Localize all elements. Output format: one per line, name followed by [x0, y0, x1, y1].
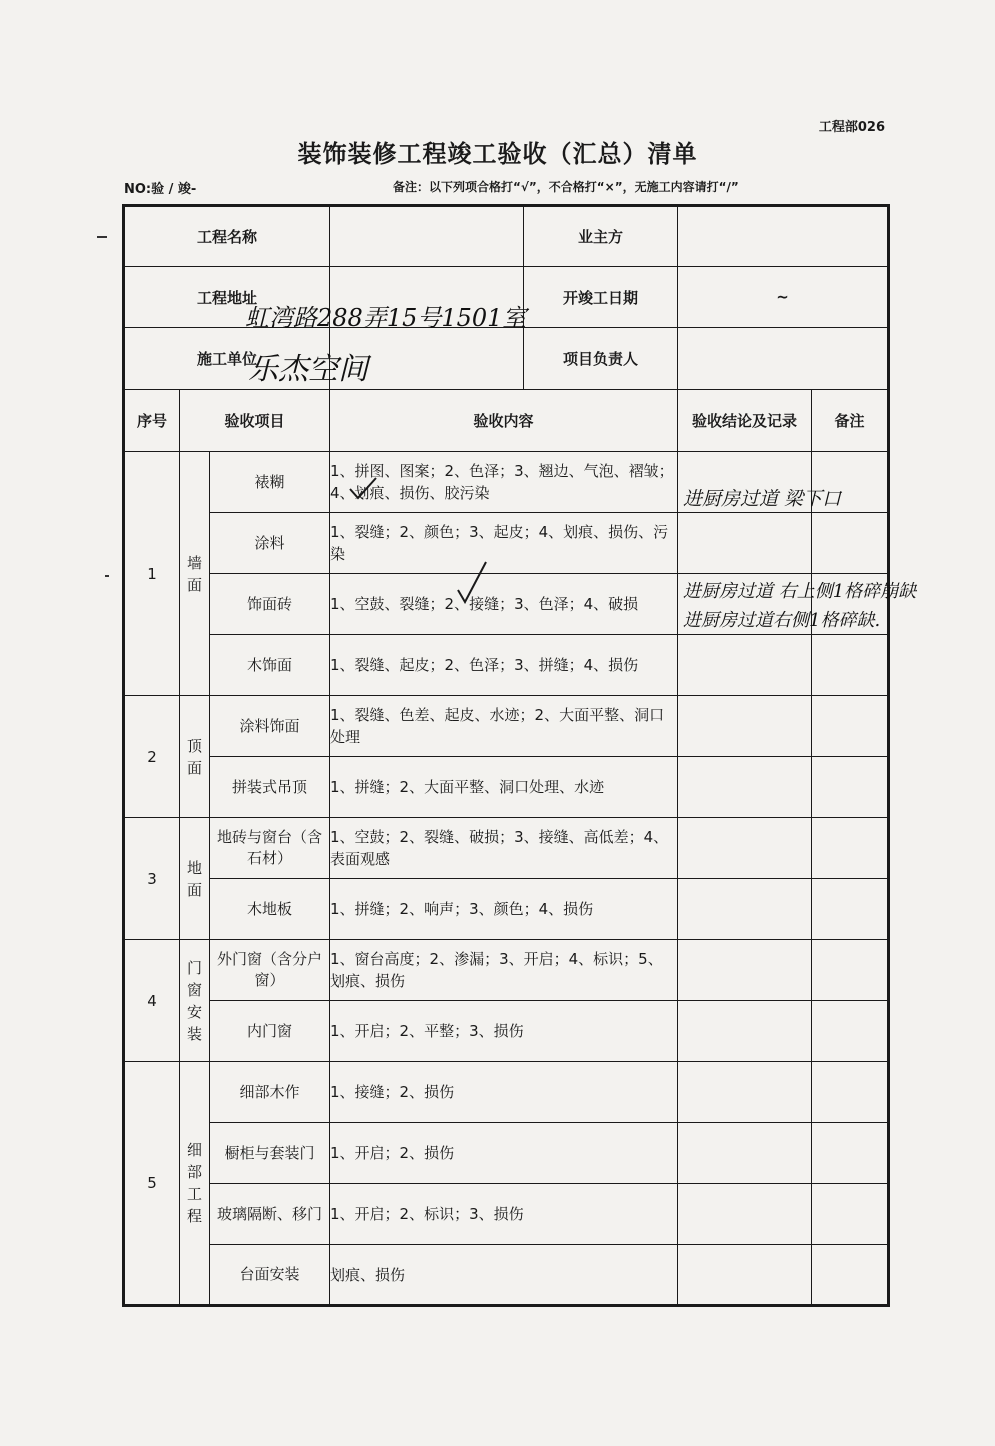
col-seq: 序号	[124, 390, 180, 452]
col-item: 验收项目	[180, 390, 330, 452]
result-cell[interactable]	[678, 879, 812, 940]
item-name: 台面安装	[210, 1245, 330, 1306]
group-category: 地 面	[180, 818, 210, 940]
check-mark-icon	[456, 560, 488, 604]
group-category: 细 部 工 程	[180, 1062, 210, 1306]
acceptance-form	[122, 204, 890, 1307]
item-content: 1、接缝；2、损伤	[330, 1062, 678, 1123]
table-row	[124, 513, 889, 574]
result-cell[interactable]	[678, 635, 812, 696]
handwritten-note-tile-1: 进厨房过道 右上侧1格碎崩缺	[683, 581, 917, 602]
group-category: 顶 面	[180, 696, 210, 818]
item-content: 1、拼缝；2、响声；3、颜色；4、损伤	[330, 879, 678, 940]
table-row	[124, 1245, 889, 1306]
item-name: 木地板	[210, 879, 330, 940]
col-content: 验收内容	[330, 390, 678, 452]
remark-cell[interactable]	[812, 757, 889, 818]
result-cell[interactable]	[678, 1184, 812, 1245]
col-result: 验收结论及记录	[678, 390, 812, 452]
dates-field[interactable]: ~	[678, 267, 889, 328]
table-row	[124, 1062, 889, 1123]
item-content: 1、空鼓、裂缝；2、接缝；3、色泽；4、破损	[330, 574, 678, 635]
table-row	[124, 940, 889, 1001]
group-category: 门 窗 安 装	[180, 940, 210, 1062]
item-content: 1、空鼓；2、裂缝、破损；3、接缝、高低差；4、表面观感	[330, 818, 678, 879]
form-serial-label: NO:验 / 竣-	[124, 182, 197, 197]
result-cell[interactable]	[678, 1123, 812, 1184]
item-content: 1、窗台高度；2、渗漏；3、开启；4、标识；5、划痕、损伤	[330, 940, 678, 1001]
remark-cell[interactable]	[812, 818, 889, 879]
header-row-project	[124, 206, 889, 267]
item-name: 细部木作	[210, 1062, 330, 1123]
remark-cell[interactable]	[812, 513, 889, 574]
dates-label: 开竣工日期	[524, 267, 678, 328]
item-content: 1、裂缝；2、颜色；3、起皮；4、划痕、损伤、污染	[330, 513, 678, 574]
result-cell[interactable]	[678, 1245, 812, 1306]
group-seq: 2	[124, 696, 180, 818]
handwritten-address: 虹湾路288弄15号1501室	[245, 304, 527, 332]
group-category: 墙 面	[180, 452, 210, 696]
manager-label: 项目负责人	[524, 328, 678, 390]
col-remark: 备注	[812, 390, 889, 452]
handwritten-note-tile-2: 进厨房过道右侧1格碎缺.	[683, 610, 881, 631]
margin-mark	[105, 575, 109, 577]
item-name: 裱糊	[210, 452, 330, 513]
margin-mark	[97, 236, 107, 238]
result-cell[interactable]	[678, 818, 812, 879]
remark-cell[interactable]	[812, 635, 889, 696]
table-row	[124, 696, 889, 757]
form-number: 工程部026	[818, 120, 885, 135]
item-content: 划痕、损伤	[330, 1245, 678, 1306]
page-title: 装饰装修工程竣工验收（汇总）清单	[297, 140, 698, 168]
item-name: 地砖与窗台（含石材）	[210, 818, 330, 879]
item-name: 木饰面	[210, 635, 330, 696]
item-content: 1、开启；2、平整；3、损伤	[330, 1001, 678, 1062]
result-cell[interactable]	[678, 1001, 812, 1062]
item-name: 玻璃隔断、移门	[210, 1184, 330, 1245]
item-content: 1、开启；2、标识；3、损伤	[330, 1184, 678, 1245]
project-name-field[interactable]	[330, 206, 524, 267]
remark-cell[interactable]	[812, 1184, 889, 1245]
item-name: 涂料饰面	[210, 696, 330, 757]
remark-cell[interactable]	[812, 940, 889, 1001]
table-row	[124, 1001, 889, 1062]
item-content: 1、拼缝；2、大面平整、洞口处理、水迹	[330, 757, 678, 818]
remark-cell[interactable]	[812, 1123, 889, 1184]
remark-cell[interactable]	[812, 696, 889, 757]
group-seq: 1	[124, 452, 180, 696]
result-cell[interactable]	[678, 757, 812, 818]
column-header-row	[124, 390, 889, 452]
item-content: 1、裂缝、色差、起皮、水迹；2、大面平整、洞口处理	[330, 696, 678, 757]
group-seq: 4	[124, 940, 180, 1062]
table-row	[124, 818, 889, 879]
table-row	[124, 757, 889, 818]
item-name: 涂料	[210, 513, 330, 574]
item-name: 内门窗	[210, 1001, 330, 1062]
mark-legend: 备注：以下列项合格打“√”，不合格打“×”，无施工内容请打“/”	[393, 180, 739, 194]
owner-label: 业主方	[524, 206, 678, 267]
result-cell[interactable]	[678, 513, 812, 574]
item-name: 饰面砖	[210, 574, 330, 635]
item-content: 1、拼图、图案；2、色泽；3、翘边、气泡、褶皱；4、划痕、损伤、胶污染	[330, 452, 678, 513]
remark-cell[interactable]	[812, 1062, 889, 1123]
remark-cell[interactable]	[812, 1245, 889, 1306]
result-cell[interactable]	[678, 1062, 812, 1123]
check-mark-icon	[348, 476, 378, 502]
group-seq: 3	[124, 818, 180, 940]
table-row	[124, 1123, 889, 1184]
handwritten-note-wallpaper: 进厨房过道 梁下口	[683, 488, 842, 510]
item-name: 橱柜与套装门	[210, 1123, 330, 1184]
group-seq: 5	[124, 1062, 180, 1306]
address-label: 工程地址	[124, 267, 330, 328]
item-content: 1、开启；2、损伤	[330, 1123, 678, 1184]
item-name: 拼装式吊顶	[210, 757, 330, 818]
remark-cell[interactable]	[812, 879, 889, 940]
result-cell[interactable]	[678, 940, 812, 1001]
table-row	[124, 1184, 889, 1245]
owner-field[interactable]	[678, 206, 889, 267]
handwritten-contractor: 乐杰空间	[248, 352, 368, 387]
table-row	[124, 879, 889, 940]
result-cell[interactable]	[678, 696, 812, 757]
remark-cell[interactable]	[812, 1001, 889, 1062]
item-name: 外门窗（含分户窗）	[210, 940, 330, 1001]
manager-field[interactable]	[678, 328, 889, 390]
project-name-label: 工程名称	[124, 206, 330, 267]
table-row	[124, 635, 889, 696]
header-row-contractor	[124, 328, 889, 390]
contractor-label: 施工单位	[124, 328, 330, 390]
item-content: 1、裂缝、起皮；2、色泽；3、拼缝；4、损伤	[330, 635, 678, 696]
